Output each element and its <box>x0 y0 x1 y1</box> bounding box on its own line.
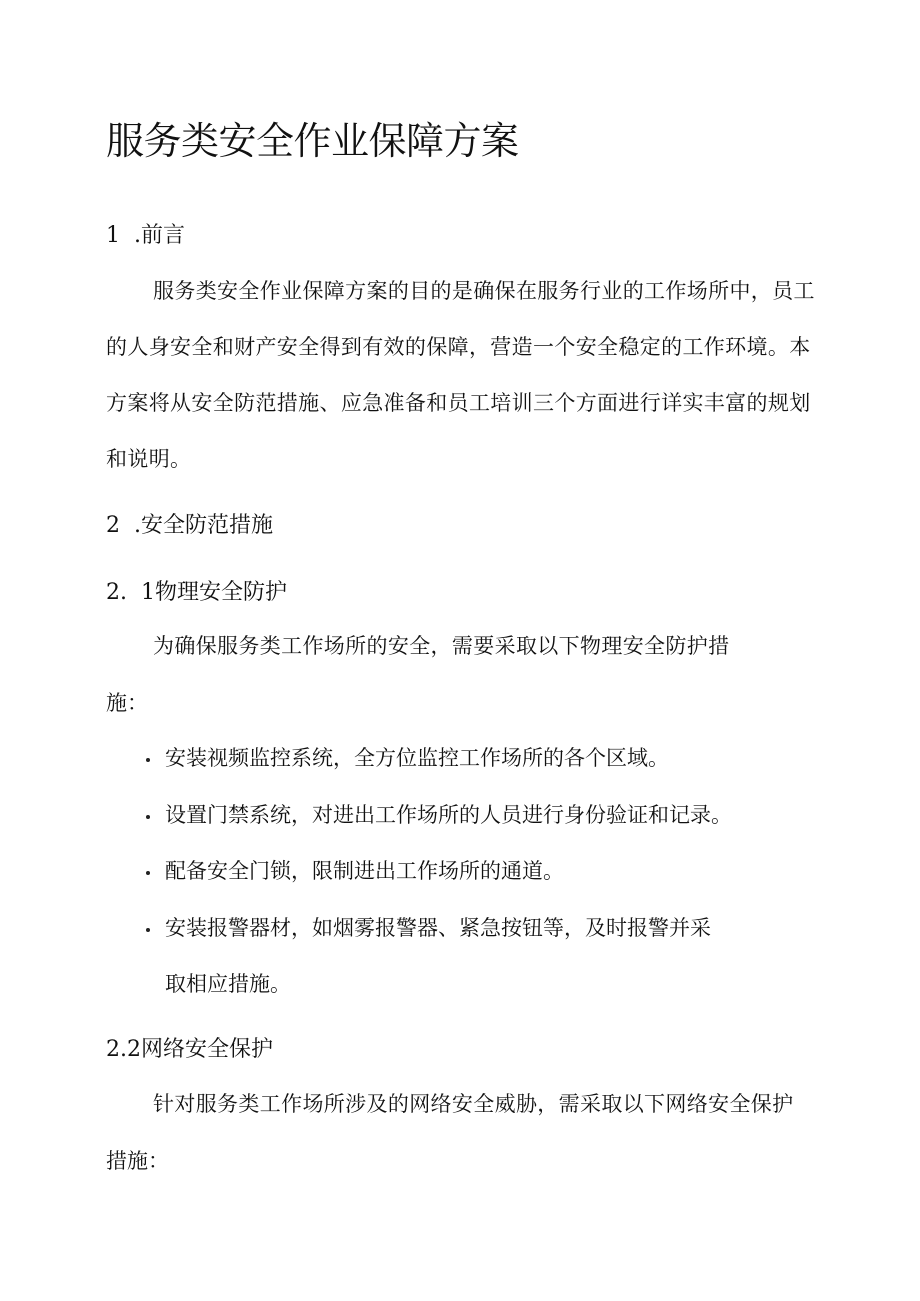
list-item-text-continued: 取相应措施。 <box>165 972 291 996</box>
section-1-paragraph-line-3: 方案将从安全防范措施、应急准备和员工培训三个方面进行详实丰富的规划 <box>106 391 811 415</box>
document-title: 服务类安全作业保障方案 <box>106 119 519 163</box>
bullet-dot-icon <box>146 758 150 762</box>
section-2-1-heading <box>106 579 287 607</box>
section-2-1-title: 1物理安全防护 <box>141 580 287 605</box>
section-2-title: .安全防范措施 <box>134 513 273 538</box>
section-2-1-intro-line-2: 施： <box>106 691 148 715</box>
bullet-dot-icon <box>146 871 150 875</box>
list-item-text: 配备安全门锁，限制进出工作场所的通道。 <box>165 859 564 883</box>
bullet-dot-icon <box>146 928 150 932</box>
section-2-number: 2 <box>106 513 120 538</box>
bullet-dot-icon <box>146 815 150 819</box>
section-2-1-number: 2. <box>106 580 127 605</box>
section-2-2-intro-line-1: 针对服务类工作场所涉及的网络安全威胁，需采取以下网络安全保护 <box>153 1092 794 1116</box>
section-2-1-intro-line-1: 为确保服务类工作场所的安全，需要采取以下物理安全防护措 <box>153 634 730 658</box>
section-1-paragraph-line-1: 服务类安全作业保障方案的目的是确保在服务行业的工作场所中，员工 <box>153 279 815 303</box>
section-2-2-heading: 2.2网络安全保护 <box>106 1037 273 1062</box>
section-2-heading <box>106 512 273 540</box>
section-1-paragraph-line-4: 和说明。 <box>106 447 192 471</box>
section-2-2-intro-line-2: 措施： <box>106 1149 169 1173</box>
list-item-text: 设置门禁系统，对进出工作场所的人员进行身份验证和记录。 <box>165 803 732 827</box>
list-item-text: 安装视频监控系统，全方位监控工作场所的各个区域。 <box>165 746 669 770</box>
section-1-title: .前言 <box>134 223 185 248</box>
section-1-number: 1 <box>106 223 120 248</box>
section-1-paragraph-line-2: 的人身安全和财产安全得到有效的保障，营造一个安全稳定的工作环境。本 <box>106 335 811 359</box>
list-item-text: 安装报警器材，如烟雾报警器、紧急按钮等，及时报警并采 <box>165 916 711 940</box>
section-1-heading <box>106 222 185 250</box>
